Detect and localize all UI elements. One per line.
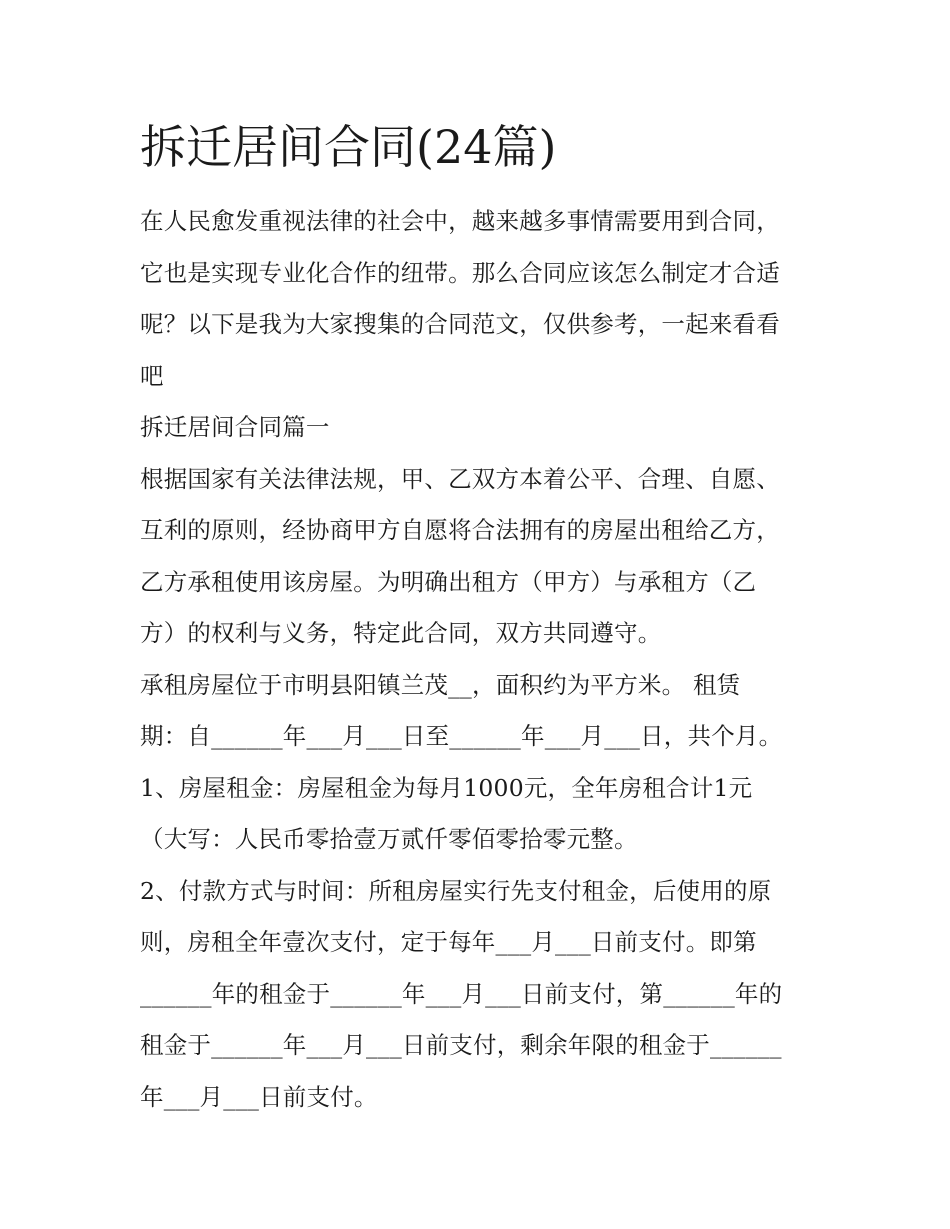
paragraph-line-2: 互利的原则，经协商甲方自愿将合法拥有的房屋出租给乙方， <box>140 516 780 544</box>
rent-clause-line-2: （大写：人民币零拾壹万贰仟零佰零拾零元整。 <box>140 825 638 853</box>
document-title: 拆迁居间合同(24篇) <box>140 120 557 174</box>
payment-clause-line-3: ______年的租金于______年___月___日前支付，第______年的 <box>140 979 783 1008</box>
section-heading: 拆迁居间合同篇一 <box>140 413 330 441</box>
premises-line-1: 承租房屋位于市明县阳镇兰茂__，面积约为平方米。 租赁 <box>140 670 741 699</box>
document-body <box>140 196 820 1123</box>
paragraph-line-3: 乙方承租使用该房屋。为明确出租方（甲方）与承租方（乙 <box>140 567 757 596</box>
payment-clause-line-5: 年___月___日前支付。 <box>140 1082 378 1111</box>
intro-line-4: 吧 <box>140 361 164 390</box>
paragraph-line-1: 根据国家有关法律法规，甲、乙双方本着公平、合理、自愿、 <box>140 464 780 493</box>
payment-clause-line-2: 则，房租全年壹次支付，定于每年___月___日前支付。即第 <box>140 928 757 956</box>
intro-line-2: 它也是实现专业化合作的纽带。那么合同应该怎么制定才合适 <box>140 258 780 287</box>
premises-line-2: 期：自______年___月___日至______年___月___日，共个月。 <box>140 722 783 750</box>
rent-clause-line-1: 1、房屋租金：房屋租金为每月1000元，全年房租合计1元 <box>140 773 753 802</box>
payment-clause-line-4: 租金于______年___月___日前支付，剩余年限的租金于______ <box>140 1031 782 1059</box>
paragraph-line-4: 方）的权利与义务，特定此合同，双方共同遵守。 <box>140 619 662 647</box>
intro-line-3: 呢？以下是我为大家搜集的合同范文，仅供参考，一起来看看 <box>140 310 780 338</box>
intro-line-1: 在人民愈发重视法律的社会中，越来越多事情需要用到合同， <box>140 207 780 235</box>
payment-clause-line-1: 2、付款方式与时间：所租房屋实行先支付租金，后使用的原 <box>140 876 772 905</box>
